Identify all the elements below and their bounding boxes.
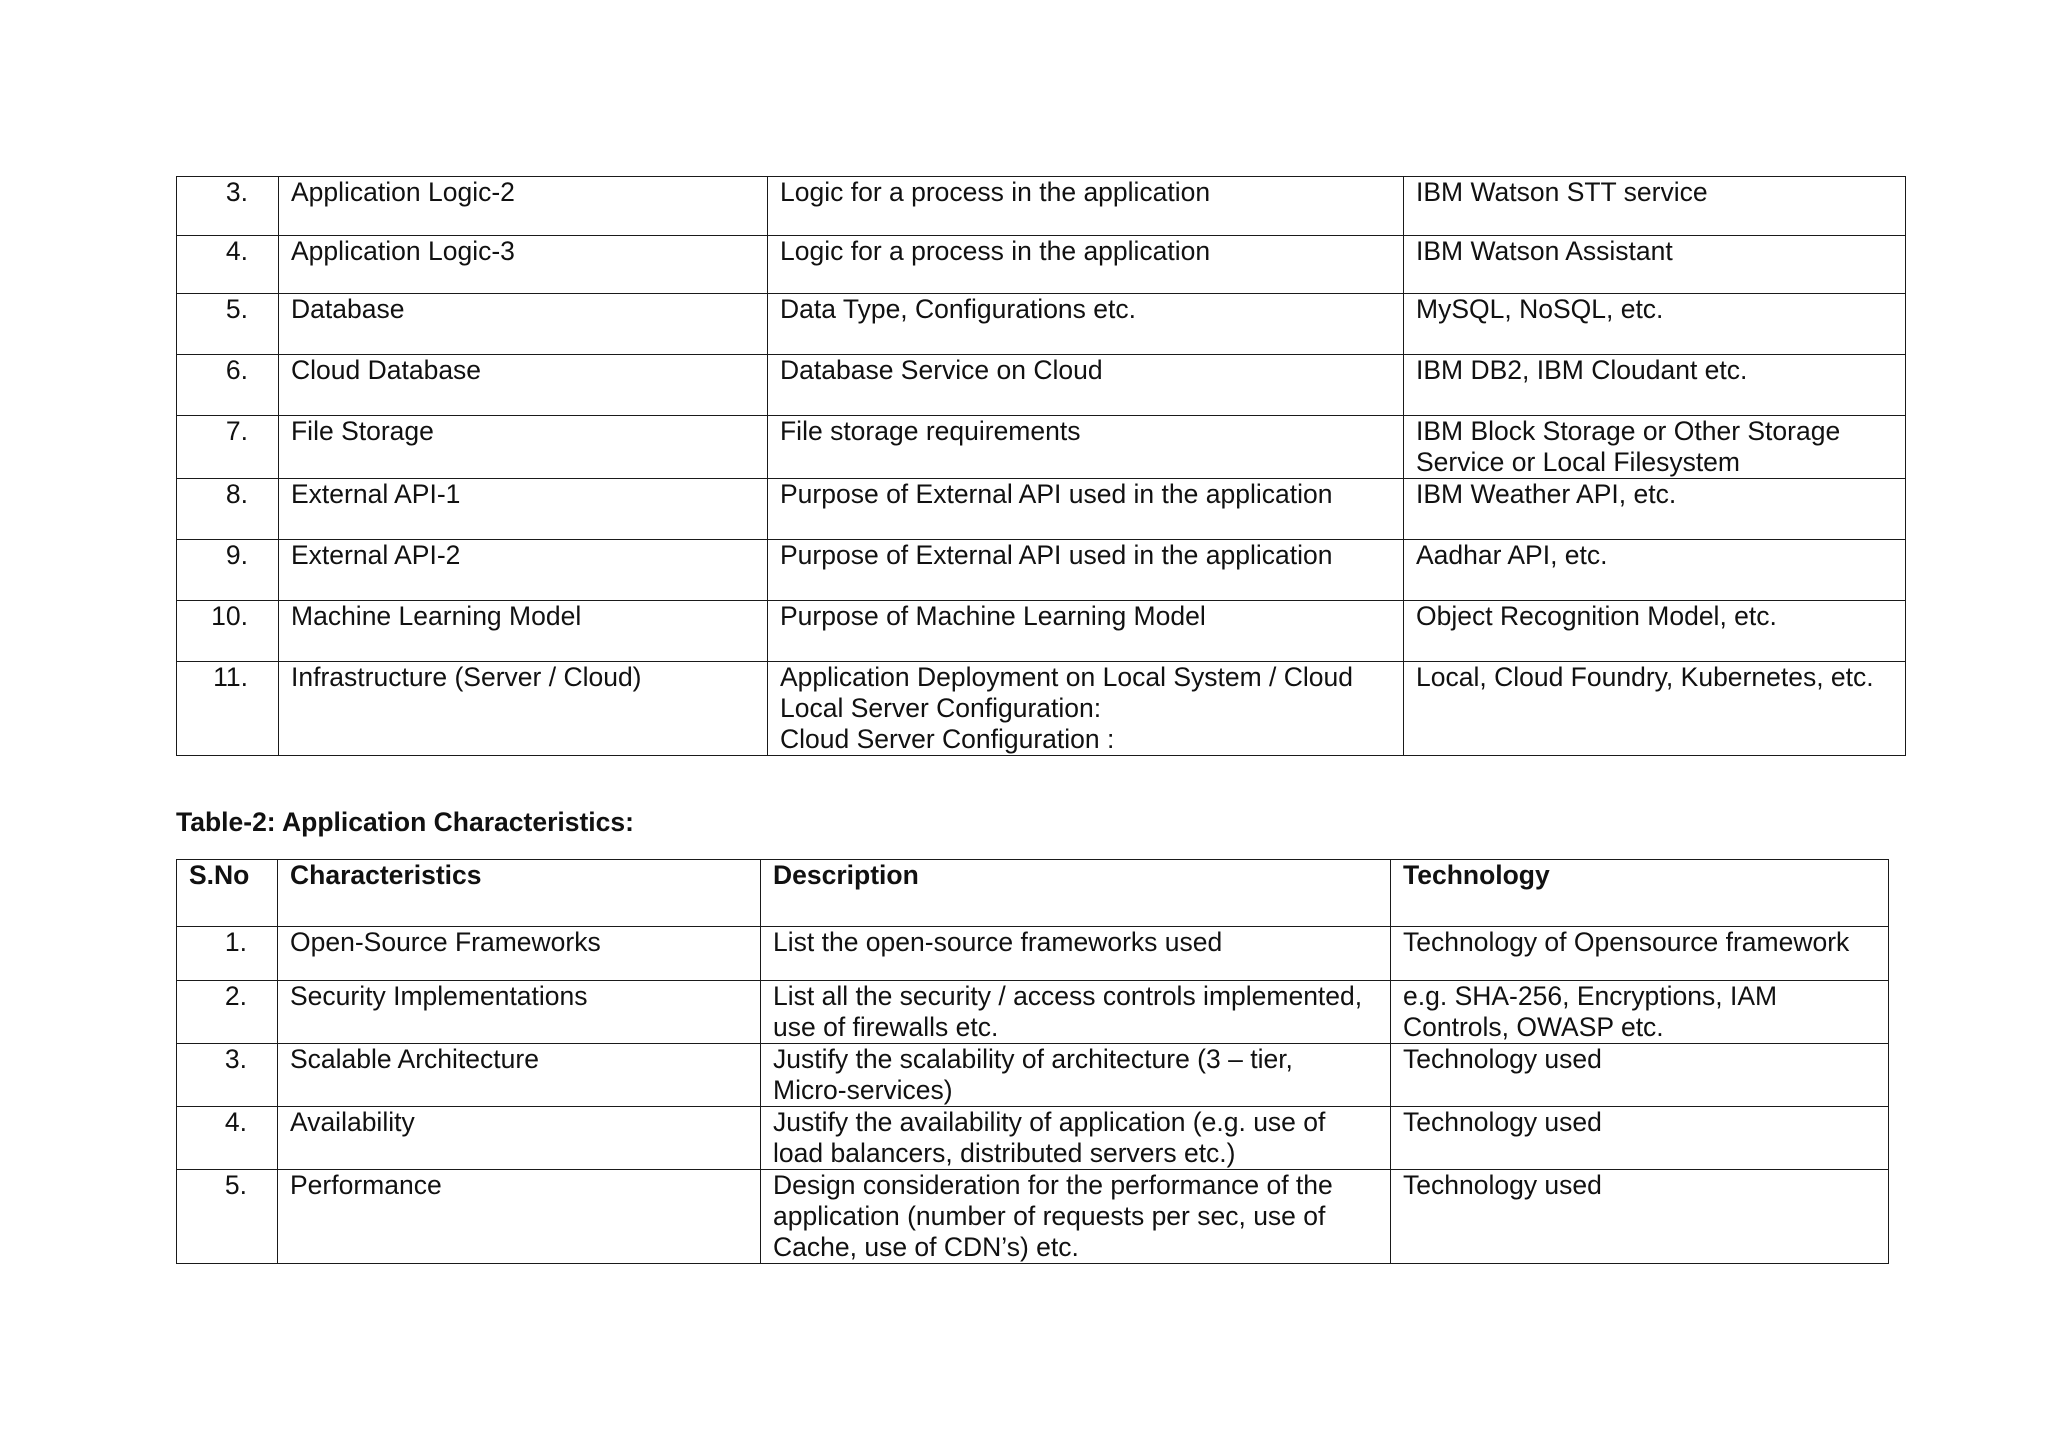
component-name: Application Logic-3 [279, 236, 768, 294]
characteristic-name: Scalable Architecture [278, 1044, 761, 1107]
table-row [177, 1170, 1889, 1264]
row-number: 2. [177, 981, 278, 1044]
row-number: 7. [177, 416, 279, 479]
table-row [177, 236, 1906, 294]
column-header-characteristics: Characteristics [278, 860, 761, 927]
row-number: 1. [177, 927, 278, 981]
table-row [177, 1044, 1889, 1107]
table-row [177, 479, 1906, 540]
component-description: Database Service on Cloud [768, 355, 1404, 416]
table-row [177, 662, 1906, 756]
table-header-row [177, 860, 1889, 927]
characteristic-technology: e.g. SHA-256, Encryptions, IAM Controls, OWASP etc. [1391, 981, 1889, 1044]
component-technology: IBM Block Storage or Other Storage Service or Local Filesystem [1404, 416, 1906, 479]
row-number: 8. [177, 479, 279, 540]
component-technology: IBM DB2, IBM Cloudant etc. [1404, 355, 1906, 416]
component-description: Data Type, Configurations etc. [768, 294, 1404, 355]
component-technology: IBM Watson STT service [1404, 177, 1906, 236]
component-name: Application Logic-2 [279, 177, 768, 236]
row-number: 11. [177, 662, 279, 756]
column-header-description: Description [761, 860, 1391, 927]
table-row [177, 601, 1906, 662]
component-description: Logic for a process in the application [768, 177, 1404, 236]
component-name: Cloud Database [279, 355, 768, 416]
component-description: Logic for a process in the application [768, 236, 1404, 294]
component-technology: MySQL, NoSQL, etc. [1404, 294, 1906, 355]
characteristic-technology: Technology used [1391, 1107, 1889, 1170]
component-technology: Local, Cloud Foundry, Kubernetes, etc. [1404, 662, 1906, 756]
table-row [177, 927, 1889, 981]
row-number: 4. [177, 236, 279, 294]
characteristic-description: List the open-source frameworks used [761, 927, 1391, 981]
column-header-technology: Technology [1391, 860, 1889, 927]
row-number: 9. [177, 540, 279, 601]
characteristic-description: Justify the availability of application (e.g. use of load balancers, distributed servers etc.) [761, 1107, 1391, 1170]
component-name: Infrastructure (Server / Cloud) [279, 662, 768, 756]
component-technology: Object Recognition Model, etc. [1404, 601, 1906, 662]
component-description: Purpose of External API used in the application [768, 540, 1404, 601]
table-row [177, 355, 1906, 416]
row-number: 6. [177, 355, 279, 416]
component-description: Purpose of Machine Learning Model [768, 601, 1404, 662]
component-technology: IBM Watson Assistant [1404, 236, 1906, 294]
table-row [177, 177, 1906, 236]
table-row [177, 294, 1906, 355]
component-technology: IBM Weather API, etc. [1404, 479, 1906, 540]
component-name: External API-2 [279, 540, 768, 601]
component-name: Database [279, 294, 768, 355]
characteristic-name: Open-Source Frameworks [278, 927, 761, 981]
row-number: 5. [177, 294, 279, 355]
characteristic-description: List all the security / access controls implemented, use of firewalls etc. [761, 981, 1391, 1044]
characteristic-description: Design consideration for the performance of the application (number of requests per sec, use of Cache, use of CDN’s) etc. [761, 1170, 1391, 1264]
component-name: File Storage [279, 416, 768, 479]
table-row [177, 1107, 1889, 1170]
component-description: File storage requirements [768, 416, 1404, 479]
row-number: 3. [177, 177, 279, 236]
characteristics-table [176, 859, 1889, 1264]
characteristic-technology: Technology used [1391, 1170, 1889, 1264]
component-name: External API-1 [279, 479, 768, 540]
column-header-sno: S.No [177, 860, 278, 927]
characteristic-name: Security Implementations [278, 981, 761, 1044]
component-description: Application Deployment on Local System / Cloud Local Server Configuration: Cloud Server Configuration : [768, 662, 1404, 756]
row-number: 4. [177, 1107, 278, 1170]
row-number: 5. [177, 1170, 278, 1264]
component-technology: Aadhar API, etc. [1404, 540, 1906, 601]
characteristic-technology: Technology of Opensource framework [1391, 927, 1889, 981]
table-row [177, 981, 1889, 1044]
characteristic-technology: Technology used [1391, 1044, 1889, 1107]
table-row [177, 540, 1906, 601]
table-row [177, 416, 1906, 479]
component-description: Purpose of External API used in the application [768, 479, 1404, 540]
table-2-caption: Table-2: Application Characteristics: [176, 807, 634, 837]
characteristic-description: Justify the scalability of architecture (3 – tier, Micro-services) [761, 1044, 1391, 1107]
row-number: 3. [177, 1044, 278, 1107]
characteristic-name: Performance [278, 1170, 761, 1264]
characteristic-name: Availability [278, 1107, 761, 1170]
row-number: 10. [177, 601, 279, 662]
component-name: Machine Learning Model [279, 601, 768, 662]
components-table [176, 176, 1906, 756]
